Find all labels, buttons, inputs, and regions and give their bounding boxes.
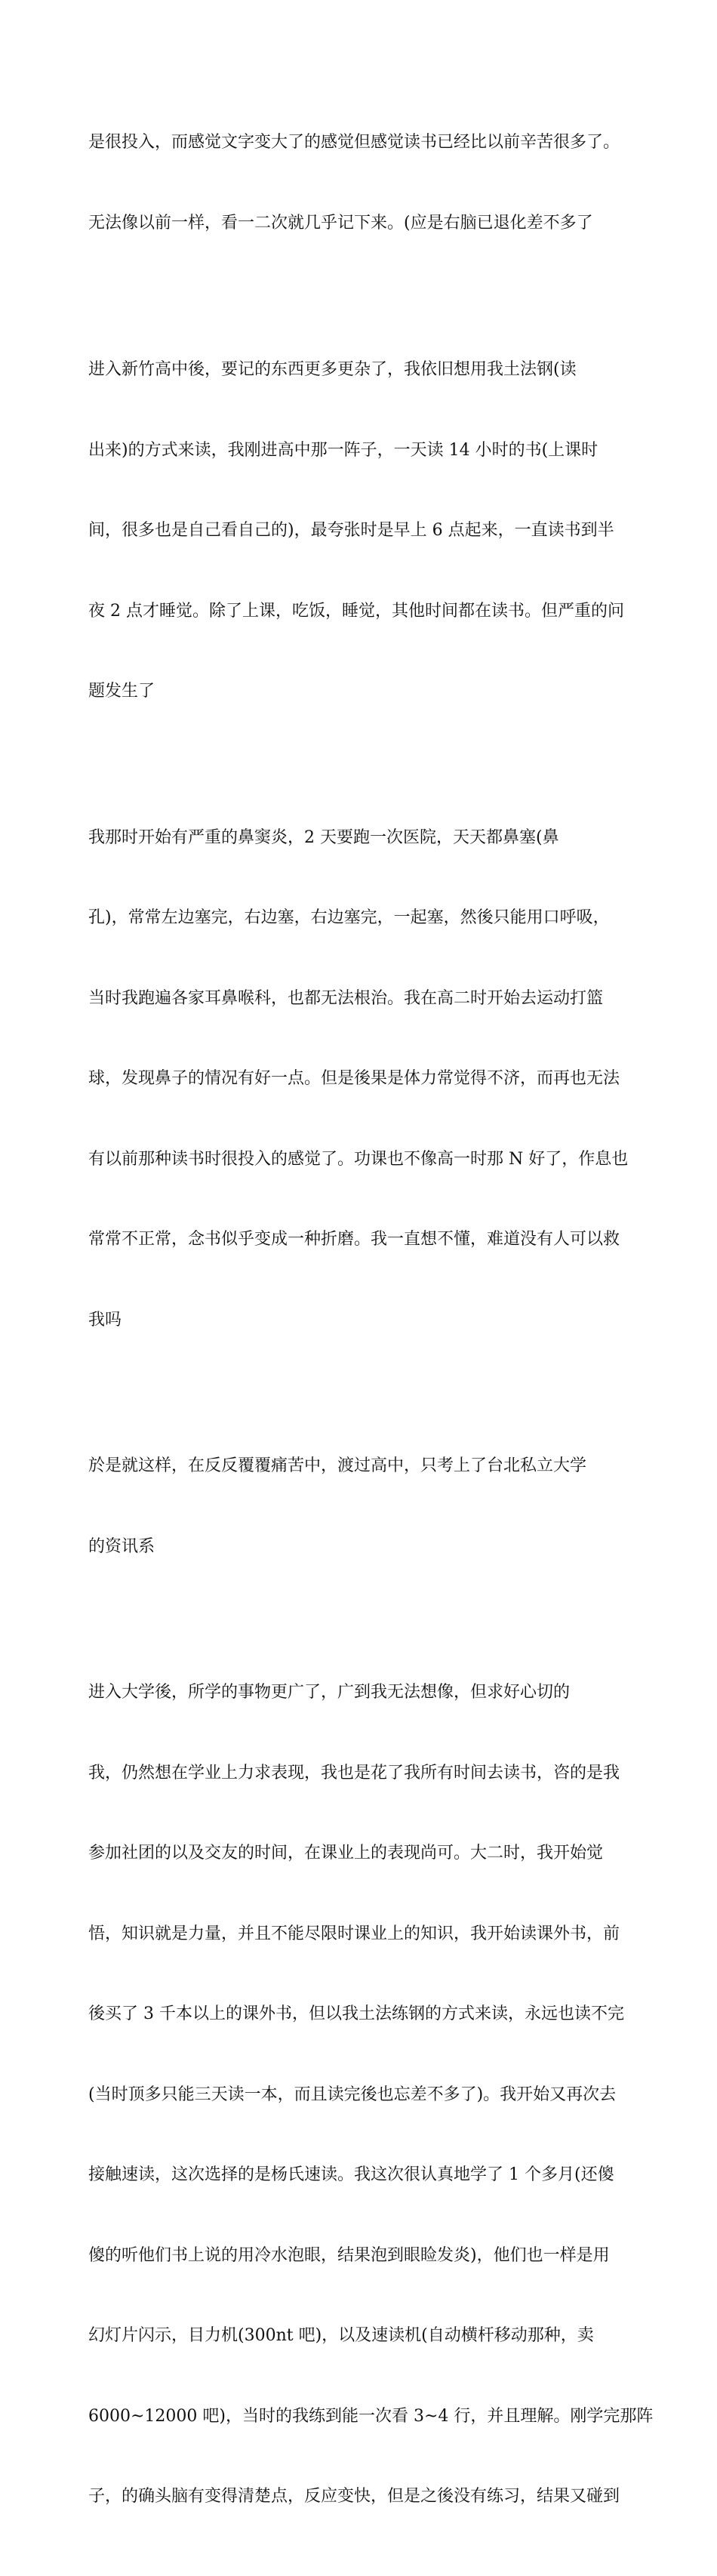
- text-line: 傻的听他们书上说的用冷水泡眼，结果泡到眼睑发炎)，他们也一样是用: [88, 2245, 610, 2265]
- text-line: 孔)，常常左边塞完，右边塞，右边塞完，一起塞，然後只能用口呼吸，: [88, 908, 610, 927]
- text-line: 是很投入，而感觉文字变大了的感觉但感觉读书已经比以前辛苦很多了。: [88, 133, 620, 152]
- text-line: 於是就这样，在反反覆覆痛苦中，渡过高中，只考上了台北私立大学: [88, 1456, 587, 1475]
- text-line: 子，的确头脑有变得清楚点，反应变快，但是之後没有练习，结果又碰到: [88, 2487, 620, 2506]
- document-page: [88, 75, 654, 2576]
- text-line: 有以前那种读书时很投入的感觉了。功课也不像高一时那 N 好了，作息也: [88, 1149, 629, 1169]
- text-line: (当时顶多只能三天读一本，而且读完後也忘差不多了)。我开始又再次去: [88, 2085, 617, 2104]
- text-line: 当时我跑遍各家耳鼻喉科，也都无法根治。我在高二时开始去运动打篮: [88, 988, 604, 1008]
- text-line: 我那时开始有严重的鼻窦炎，2 天要跑一次医院，天天都鼻塞(鼻: [88, 827, 559, 847]
- text-line: 的资讯系: [88, 1536, 155, 1556]
- paragraph-5: [88, 1625, 654, 2564]
- text-line: 6000~12000 吧)，当时的我练到能一次看 3~4 行，并且理解。刚学完那阵: [88, 2406, 654, 2426]
- text-line: 我，仍然想在学业上力求表现，我也是花了我所有时间去读书，咨的是我: [88, 1763, 620, 1783]
- text-line: 间，很多也是自己看自己的)，最夸张时是早上 6 点起来，一直读书到半: [88, 521, 614, 540]
- text-line: 接触速读，这次选择的是杨氏速读。我这次很认真地学了 1 个多月(还傻: [88, 2165, 614, 2184]
- text-line: 进入大学後，所学的事物更广了，广到我无法想像，但求好心切的: [88, 1683, 571, 1702]
- text-line: 幻灯片闪示，目力机(300nt 吧)，以及速读机(自动横杆移动那种，卖: [88, 2326, 594, 2345]
- paragraph-4: [88, 1399, 632, 1613]
- text-line: 常常不正常，念书似乎变成一种折磨。我一直想不懂，难道没有人可以救: [88, 1230, 620, 1249]
- paragraph-3: [88, 771, 632, 1388]
- paragraph-1: [88, 75, 632, 290]
- paragraph-2: [88, 303, 632, 759]
- text-line: 悟，知识就是力量，并且不能尽限时课业上的知识，我开始读课外书，前: [88, 1924, 620, 1943]
- text-line: 题发生了: [88, 682, 155, 701]
- text-line: 进入新竹高中後，要记的东西更多更杂了，我依旧想用我土法钢(读: [88, 360, 577, 379]
- text-line: 出来)的方式来读，我刚进高中那一阵子，一天读 14 小时的书(上课时: [88, 440, 599, 460]
- text-line: 後买了 3 千本以上的课外书，但以我土法练钢的方式来读，永远也读不完: [88, 2004, 624, 2023]
- text-line: 夜 2 点才睡觉。除了上课，吃饭，睡觉，其他时间都在读书。但严重的问: [88, 601, 624, 621]
- text-line: 无法像以前一样，看一二次就几乎记下来。(应是右脑已退化差不多了: [88, 213, 593, 233]
- text-line: 我吗: [88, 1310, 122, 1330]
- text-line: 参加社团的以及交友的时间，在课业上的表现尚可。大二时，我开始觉: [88, 1844, 604, 1863]
- text-line: 球，发现鼻子的情况有好一点。但是後果是体力常觉得不济，而再也无法: [88, 1069, 620, 1088]
